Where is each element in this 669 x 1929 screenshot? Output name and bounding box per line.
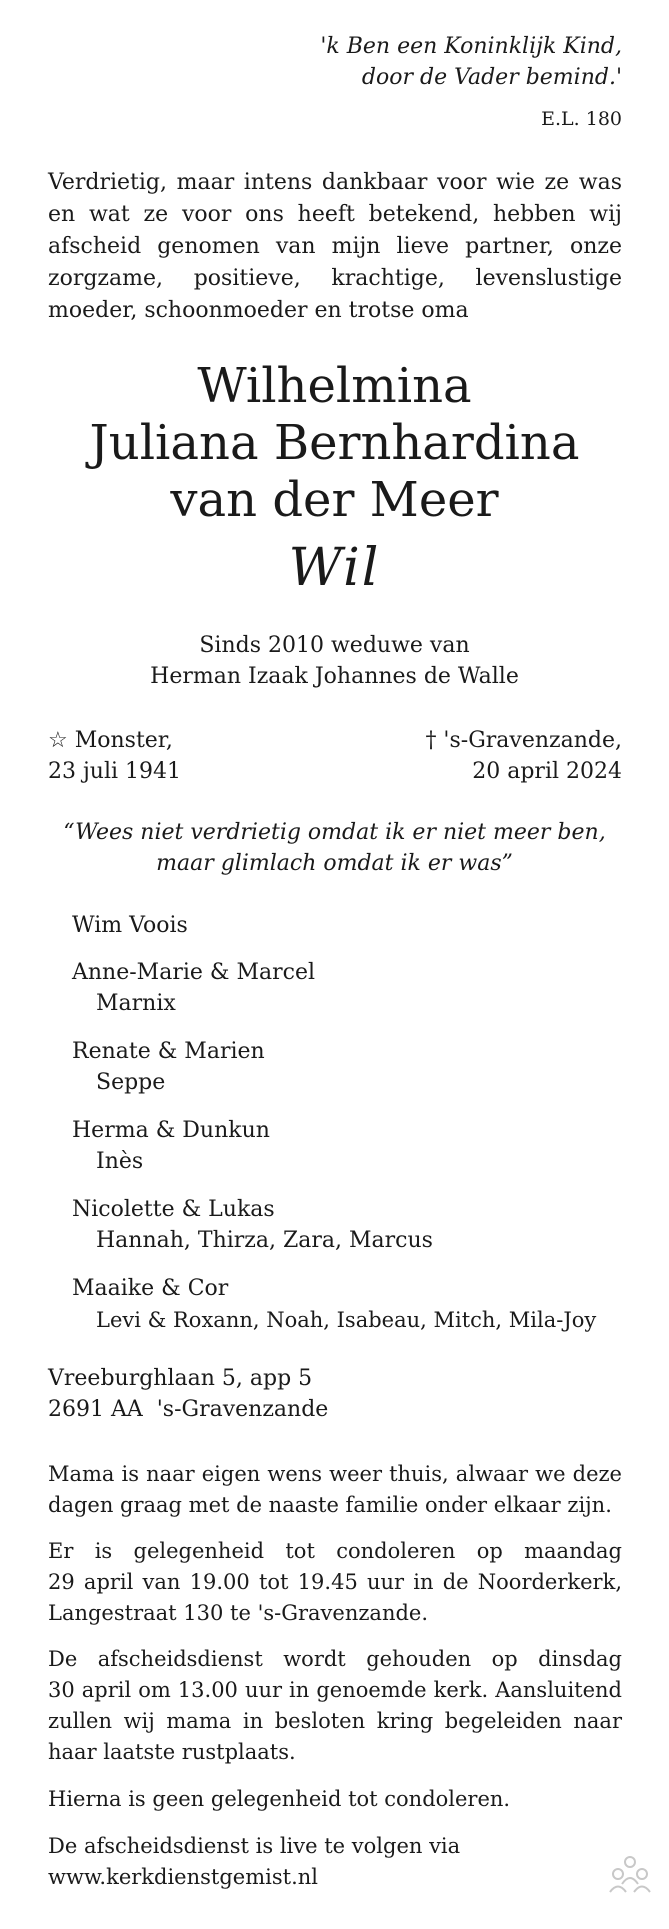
family-name-6: Maaike & Cor xyxy=(72,1276,229,1301)
motto-line-1: 'k Ben een Koninklijk Kind, xyxy=(320,34,622,59)
family-children-2: Marnix xyxy=(96,991,176,1016)
address-line-1: Vreeburghlaan 5, app 5 xyxy=(48,1366,313,1391)
motto-reference: E.L. 180 xyxy=(541,108,622,130)
quote-line-1: “Wees niet verdrietig omdat ik er niet meer ben, xyxy=(63,820,606,845)
notice-3-line-3: zullen wij mama in besloten kring begeleiden naar xyxy=(48,1709,622,1733)
notice-5-line-2: www.kerkdienstgemist.nl xyxy=(48,1865,318,1889)
signature: Wil xyxy=(288,538,381,598)
address-line-2: 2691 AA 's-Gravenzande xyxy=(48,1397,329,1422)
family-children-6: Levi & Roxann, Noah, Isabeau, Mitch, Mila-Joy xyxy=(96,1308,597,1332)
intro-line-1: Verdrietig, maar intens dankbaar voor wie ze was xyxy=(48,170,622,195)
intro-line-4: zorgzame, positieve, krachtige, levenslustige xyxy=(48,266,622,291)
family-name-2: Anne-Marie & Marcel xyxy=(72,960,315,985)
family-name-1: Wim Voois xyxy=(72,913,188,938)
notice-3-line-1: De afscheidsdienst wordt gehouden op dinsdag xyxy=(48,1647,622,1671)
notice-3-line-4: haar laatste rustplaats. xyxy=(48,1740,296,1764)
family-name-4: Herma & Dunkun xyxy=(72,1118,270,1143)
notice-2-line-2: 29 april van 19.00 tot 19.45 uur in de Noorderkerk, xyxy=(48,1570,622,1594)
notice-1-line-2: dagen graag met de naaste familie onder elkaar zijn. xyxy=(48,1493,612,1517)
deceased-name-line-2: Juliana Bernhardina xyxy=(89,415,580,471)
family-children-5: Hannah, Thirza, Zara, Marcus xyxy=(96,1228,433,1253)
motto-line-2: door de Vader bemind.' xyxy=(361,65,622,90)
death-place: † 's-Gravenzande, xyxy=(425,728,622,753)
deceased-name-line-1: Wilhelmina xyxy=(197,358,472,414)
widow-line-1: Sinds 2010 weduwe van xyxy=(199,633,470,658)
intro-line-3: afscheid genomen van mijn lieve partner, onze xyxy=(48,234,622,259)
family-name-3: Renate & Marien xyxy=(72,1039,265,1064)
deceased-name-line-3: van der Meer xyxy=(170,472,499,528)
notice-3-line-2: 30 april om 13.00 uur in genoemde kerk. Aansluitend xyxy=(48,1678,622,1702)
widow-line-2: Herman Izaak Johannes de Walle xyxy=(150,664,519,689)
notice-2-line-1: Er is gelegenheid tot condoleren op maandag xyxy=(48,1539,622,1563)
people-group-icon xyxy=(608,1854,652,1894)
notice-4-line-1: Hierna is geen gelegenheid tot condoleren. xyxy=(48,1787,511,1811)
intro-line-2: en wat ze voor ons heeft betekend, hebben wij xyxy=(48,202,622,227)
quote-line-2: maar glimlach omdat ik er was” xyxy=(156,851,513,876)
birth-place: ☆ Monster, xyxy=(48,728,173,753)
notice-1-line-1: Mama is naar eigen wens weer thuis, alwaar we deze xyxy=(48,1462,622,1486)
birth-date: 23 juli 1941 xyxy=(48,759,182,784)
family-children-4: Inès xyxy=(96,1149,144,1174)
intro-line-5: moeder, schoonmoeder en trotse oma xyxy=(48,298,469,323)
family-children-3: Seppe xyxy=(96,1070,166,1095)
death-date: 20 april 2024 xyxy=(472,759,622,784)
family-name-5: Nicolette & Lukas xyxy=(72,1197,275,1222)
notice-2-line-3: Langestraat 130 te 's-Gravenzande. xyxy=(48,1601,429,1625)
notice-5-line-1: De afscheidsdienst is live te volgen via xyxy=(48,1834,461,1858)
